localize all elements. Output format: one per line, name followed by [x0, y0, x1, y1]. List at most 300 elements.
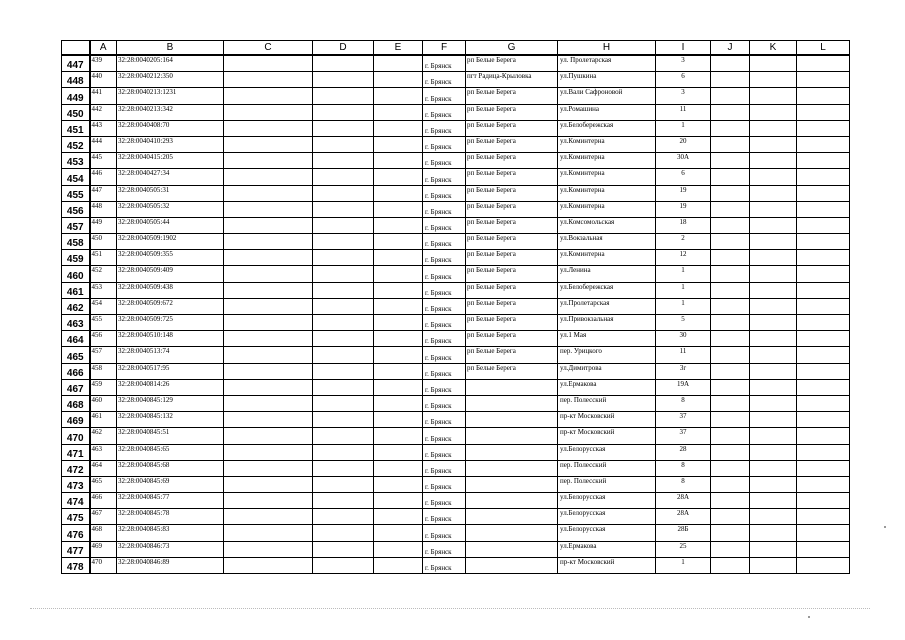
cell-a[interactable]: 447	[90, 185, 117, 201]
cell-g-settlement[interactable]: пгт Радица-Крыловка	[466, 72, 558, 88]
cell-a[interactable]: 455	[90, 315, 117, 331]
row-number[interactable]: 476	[62, 525, 90, 541]
cell-g-settlement[interactable]: рп Белые Берега	[466, 169, 558, 185]
cell-h-street[interactable]: ул.Ленина	[558, 266, 656, 282]
cell-g-settlement[interactable]: рп Белые Берега	[466, 331, 558, 347]
cell-c[interactable]	[224, 460, 313, 476]
row-number[interactable]: 450	[62, 104, 90, 120]
cell-k[interactable]	[750, 282, 797, 298]
cell-i-house-number[interactable]: 11	[656, 347, 711, 363]
cell-a[interactable]: 439	[90, 55, 117, 72]
cell-a[interactable]: 470	[90, 557, 117, 573]
cell-i-house-number[interactable]: 12	[656, 250, 711, 266]
cell-c[interactable]	[224, 55, 313, 72]
cell-d[interactable]	[313, 234, 374, 250]
cell-g-settlement[interactable]: рп Белые Берега	[466, 153, 558, 169]
cell-i-house-number[interactable]: 28А	[656, 509, 711, 525]
cell-e[interactable]	[374, 379, 423, 395]
cell-j[interactable]	[711, 395, 750, 411]
cell-k[interactable]	[750, 250, 797, 266]
cell-h-street[interactable]: ул.Вали Сафроновой	[558, 88, 656, 104]
cell-h-street[interactable]: ул.Белорусская	[558, 509, 656, 525]
cell-f-city[interactable]: г. Брянск	[423, 476, 466, 492]
cell-l[interactable]	[797, 185, 850, 201]
cell-k[interactable]	[750, 509, 797, 525]
cell-j[interactable]	[711, 88, 750, 104]
cell-b-cadastral-number[interactable]: 32:28:0040845:77	[117, 493, 224, 509]
cell-h-street[interactable]: ул.Коминтерна	[558, 201, 656, 217]
cell-l[interactable]	[797, 88, 850, 104]
cell-a[interactable]: 462	[90, 428, 117, 444]
row-number[interactable]: 470	[62, 428, 90, 444]
cell-j[interactable]	[711, 525, 750, 541]
cell-i-house-number[interactable]: 2	[656, 234, 711, 250]
cell-g-settlement[interactable]: рп Белые Берега	[466, 282, 558, 298]
cell-d[interactable]	[313, 509, 374, 525]
cell-k[interactable]	[750, 136, 797, 152]
cell-b-cadastral-number[interactable]: 32:28:0040845:51	[117, 428, 224, 444]
cell-f-city[interactable]: г. Брянск	[423, 104, 466, 120]
cell-f-city[interactable]: г. Брянск	[423, 217, 466, 233]
row-number[interactable]: 458	[62, 234, 90, 250]
cell-g-settlement[interactable]: рп Белые Берега	[466, 347, 558, 363]
cell-c[interactable]	[224, 557, 313, 573]
cell-j[interactable]	[711, 250, 750, 266]
cell-k[interactable]	[750, 88, 797, 104]
cell-c[interactable]	[224, 331, 313, 347]
cell-d[interactable]	[313, 282, 374, 298]
cell-d[interactable]	[313, 428, 374, 444]
cell-f-city[interactable]: г. Брянск	[423, 234, 466, 250]
cell-h-street[interactable]: пр-кт Московский	[558, 557, 656, 573]
cell-l[interactable]	[797, 250, 850, 266]
cell-l[interactable]	[797, 347, 850, 363]
row-number[interactable]: 459	[62, 250, 90, 266]
cell-e[interactable]	[374, 185, 423, 201]
cell-f-city[interactable]: г. Брянск	[423, 509, 466, 525]
cell-c[interactable]	[224, 428, 313, 444]
cell-i-house-number[interactable]: 1	[656, 120, 711, 136]
cell-j[interactable]	[711, 266, 750, 282]
cell-k[interactable]	[750, 120, 797, 136]
cell-d[interactable]	[313, 395, 374, 411]
cell-g-settlement[interactable]	[466, 444, 558, 460]
cell-h-street[interactable]: ул.Коминтерна	[558, 250, 656, 266]
cell-g-settlement[interactable]: рп Белые Берега	[466, 104, 558, 120]
cell-b-cadastral-number[interactable]: 32:28:0040845:78	[117, 509, 224, 525]
cell-h-street[interactable]: пр-кт Московский	[558, 412, 656, 428]
cell-a[interactable]: 452	[90, 266, 117, 282]
cell-a[interactable]: 461	[90, 412, 117, 428]
cell-l[interactable]	[797, 412, 850, 428]
cell-k[interactable]	[750, 412, 797, 428]
cell-k[interactable]	[750, 557, 797, 573]
cell-j[interactable]	[711, 428, 750, 444]
row-number[interactable]: 462	[62, 298, 90, 314]
cell-h-street[interactable]: ул.Коминтерна	[558, 185, 656, 201]
cell-d[interactable]	[313, 315, 374, 331]
cell-c[interactable]	[224, 476, 313, 492]
cell-l[interactable]	[797, 460, 850, 476]
cell-d[interactable]	[313, 379, 374, 395]
cell-l[interactable]	[797, 541, 850, 557]
cell-c[interactable]	[224, 185, 313, 201]
cell-b-cadastral-number[interactable]: 32:28:0040410:293	[117, 136, 224, 152]
cell-k[interactable]	[750, 201, 797, 217]
cell-k[interactable]	[750, 444, 797, 460]
cell-g-settlement[interactable]: рп Белые Берега	[466, 234, 558, 250]
cell-d[interactable]	[313, 525, 374, 541]
cell-d[interactable]	[313, 185, 374, 201]
cell-i-house-number[interactable]: 8	[656, 395, 711, 411]
cell-i-house-number[interactable]: 3	[656, 55, 711, 72]
cell-d[interactable]	[313, 331, 374, 347]
row-number[interactable]: 454	[62, 169, 90, 185]
cell-j[interactable]	[711, 315, 750, 331]
row-number[interactable]: 478	[62, 557, 90, 573]
row-number[interactable]: 475	[62, 509, 90, 525]
cell-j[interactable]	[711, 153, 750, 169]
cell-g-settlement[interactable]: рп Белые Берега	[466, 363, 558, 379]
cell-d[interactable]	[313, 88, 374, 104]
cell-h-street[interactable]: пер. Полесский	[558, 476, 656, 492]
cell-d[interactable]	[313, 153, 374, 169]
cell-e[interactable]	[374, 331, 423, 347]
cell-a[interactable]: 442	[90, 104, 117, 120]
cell-l[interactable]	[797, 55, 850, 72]
cell-j[interactable]	[711, 55, 750, 72]
cell-k[interactable]	[750, 428, 797, 444]
cell-j[interactable]	[711, 282, 750, 298]
cell-j[interactable]	[711, 72, 750, 88]
cell-d[interactable]	[313, 201, 374, 217]
cell-e[interactable]	[374, 557, 423, 573]
row-number[interactable]: 473	[62, 476, 90, 492]
cell-h-street[interactable]: ул.Пушкина	[558, 72, 656, 88]
cell-f-city[interactable]: г. Брянск	[423, 88, 466, 104]
cell-k[interactable]	[750, 72, 797, 88]
row-number[interactable]: 451	[62, 120, 90, 136]
row-number[interactable]: 472	[62, 460, 90, 476]
cell-b-cadastral-number[interactable]: 32:28:0040505:31	[117, 185, 224, 201]
cell-i-house-number[interactable]: 1	[656, 266, 711, 282]
cell-i-house-number[interactable]: 3г	[656, 363, 711, 379]
cell-c[interactable]	[224, 363, 313, 379]
cell-c[interactable]	[224, 201, 313, 217]
cell-l[interactable]	[797, 331, 850, 347]
cell-f-city[interactable]: г. Брянск	[423, 557, 466, 573]
cell-j[interactable]	[711, 185, 750, 201]
cell-e[interactable]	[374, 395, 423, 411]
cell-c[interactable]	[224, 136, 313, 152]
row-number[interactable]: 449	[62, 88, 90, 104]
cell-h-street[interactable]: ул.Ермакова	[558, 379, 656, 395]
cell-e[interactable]	[374, 217, 423, 233]
cell-b-cadastral-number[interactable]: 32:28:0040213:1231	[117, 88, 224, 104]
cell-f-city[interactable]: г. Брянск	[423, 136, 466, 152]
cell-a[interactable]: 449	[90, 217, 117, 233]
cell-g-settlement[interactable]	[466, 509, 558, 525]
cell-j[interactable]	[711, 444, 750, 460]
cell-c[interactable]	[224, 72, 313, 88]
cell-d[interactable]	[313, 266, 374, 282]
cell-k[interactable]	[750, 55, 797, 72]
cell-i-house-number[interactable]: 18	[656, 217, 711, 233]
cell-e[interactable]	[374, 460, 423, 476]
cell-a[interactable]: 468	[90, 525, 117, 541]
cell-j[interactable]	[711, 120, 750, 136]
cell-i-house-number[interactable]: 30	[656, 331, 711, 347]
cell-g-settlement[interactable]: рп Белые Берега	[466, 201, 558, 217]
cell-f-city[interactable]: г. Брянск	[423, 153, 466, 169]
cell-b-cadastral-number[interactable]: 32:28:0040505:32	[117, 201, 224, 217]
cell-h-street[interactable]: ул.Вокзальная	[558, 234, 656, 250]
cell-g-settlement[interactable]: рп Белые Берега	[466, 88, 558, 104]
cell-b-cadastral-number[interactable]: 32:28:0040509:409	[117, 266, 224, 282]
cell-a[interactable]: 448	[90, 201, 117, 217]
cell-e[interactable]	[374, 525, 423, 541]
cell-e[interactable]	[374, 315, 423, 331]
cell-l[interactable]	[797, 136, 850, 152]
cell-d[interactable]	[313, 412, 374, 428]
cell-f-city[interactable]: г. Брянск	[423, 363, 466, 379]
cell-d[interactable]	[313, 250, 374, 266]
cell-b-cadastral-number[interactable]: 32:28:0040509:725	[117, 315, 224, 331]
cell-i-house-number[interactable]: 3	[656, 88, 711, 104]
cell-a[interactable]: 458	[90, 363, 117, 379]
cell-i-house-number[interactable]: 19	[656, 201, 711, 217]
cell-i-house-number[interactable]: 19А	[656, 379, 711, 395]
cell-a[interactable]: 451	[90, 250, 117, 266]
cell-c[interactable]	[224, 347, 313, 363]
cell-g-settlement[interactable]	[466, 476, 558, 492]
cell-c[interactable]	[224, 282, 313, 298]
cell-f-city[interactable]: г. Брянск	[423, 331, 466, 347]
cell-b-cadastral-number[interactable]: 32:28:0040845:68	[117, 460, 224, 476]
cell-d[interactable]	[313, 541, 374, 557]
cell-i-house-number[interactable]: 28	[656, 444, 711, 460]
cell-f-city[interactable]: г. Брянск	[423, 525, 466, 541]
cell-c[interactable]	[224, 412, 313, 428]
cell-i-house-number[interactable]: 28А	[656, 493, 711, 509]
row-number[interactable]: 455	[62, 185, 90, 201]
cell-l[interactable]	[797, 395, 850, 411]
cell-g-settlement[interactable]: рп Белые Берега	[466, 217, 558, 233]
row-number[interactable]: 464	[62, 331, 90, 347]
cell-a[interactable]: 457	[90, 347, 117, 363]
cell-j[interactable]	[711, 298, 750, 314]
cell-l[interactable]	[797, 282, 850, 298]
cell-h-street[interactable]: ул.Пролетарская	[558, 298, 656, 314]
cell-d[interactable]	[313, 363, 374, 379]
row-number[interactable]: 448	[62, 72, 90, 88]
cell-e[interactable]	[374, 201, 423, 217]
cell-g-settlement[interactable]: рп Белые Берега	[466, 55, 558, 72]
cell-g-settlement[interactable]	[466, 557, 558, 573]
cell-b-cadastral-number[interactable]: 32:28:0040845:65	[117, 444, 224, 460]
cell-g-settlement[interactable]: рп Белые Берега	[466, 298, 558, 314]
cell-i-house-number[interactable]: 6	[656, 72, 711, 88]
cell-a[interactable]: 467	[90, 509, 117, 525]
cell-l[interactable]	[797, 234, 850, 250]
cell-g-settlement[interactable]	[466, 395, 558, 411]
row-number[interactable]: 467	[62, 379, 90, 395]
cell-c[interactable]	[224, 234, 313, 250]
cell-e[interactable]	[374, 493, 423, 509]
cell-c[interactable]	[224, 541, 313, 557]
cell-a[interactable]: 445	[90, 153, 117, 169]
cell-e[interactable]	[374, 136, 423, 152]
cell-g-settlement[interactable]	[466, 412, 558, 428]
cell-k[interactable]	[750, 104, 797, 120]
cell-e[interactable]	[374, 444, 423, 460]
cell-a[interactable]: 441	[90, 88, 117, 104]
cell-d[interactable]	[313, 120, 374, 136]
cell-d[interactable]	[313, 444, 374, 460]
cell-b-cadastral-number[interactable]: 32:28:0040814:26	[117, 379, 224, 395]
cell-i-house-number[interactable]: 30А	[656, 153, 711, 169]
cell-g-settlement[interactable]: рп Белые Берега	[466, 120, 558, 136]
row-number[interactable]: 468	[62, 395, 90, 411]
cell-j[interactable]	[711, 557, 750, 573]
cell-j[interactable]	[711, 509, 750, 525]
cell-e[interactable]	[374, 509, 423, 525]
cell-l[interactable]	[797, 120, 850, 136]
cell-l[interactable]	[797, 493, 850, 509]
cell-g-settlement[interactable]: рп Белые Берега	[466, 250, 558, 266]
cell-k[interactable]	[750, 347, 797, 363]
cell-b-cadastral-number[interactable]: 32:28:0040408:70	[117, 120, 224, 136]
cell-a[interactable]: 459	[90, 379, 117, 395]
cell-b-cadastral-number[interactable]: 32:28:0040510:148	[117, 331, 224, 347]
cell-f-city[interactable]: г. Брянск	[423, 282, 466, 298]
cell-e[interactable]	[374, 282, 423, 298]
cell-e[interactable]	[374, 412, 423, 428]
cell-i-house-number[interactable]: 6	[656, 169, 711, 185]
cell-e[interactable]	[374, 234, 423, 250]
cell-e[interactable]	[374, 428, 423, 444]
cell-h-street[interactable]: ул.Коминтерна	[558, 136, 656, 152]
cell-l[interactable]	[797, 428, 850, 444]
cell-c[interactable]	[224, 444, 313, 460]
cell-i-house-number[interactable]: 28Б	[656, 525, 711, 541]
cell-f-city[interactable]: г. Брянск	[423, 444, 466, 460]
cell-c[interactable]	[224, 217, 313, 233]
cell-f-city[interactable]: г. Брянск	[423, 201, 466, 217]
cell-b-cadastral-number[interactable]: 32:28:0040846:89	[117, 557, 224, 573]
cell-h-street[interactable]: ул.Ромашина	[558, 104, 656, 120]
cell-f-city[interactable]: г. Брянск	[423, 72, 466, 88]
row-number[interactable]: 456	[62, 201, 90, 217]
cell-j[interactable]	[711, 169, 750, 185]
cell-f-city[interactable]: г. Брянск	[423, 169, 466, 185]
cell-c[interactable]	[224, 315, 313, 331]
cell-f-city[interactable]: г. Брянск	[423, 315, 466, 331]
cell-h-street[interactable]: ул.Димитрова	[558, 363, 656, 379]
cell-a[interactable]: 440	[90, 72, 117, 88]
cell-a[interactable]: 450	[90, 234, 117, 250]
row-number[interactable]: 447	[62, 55, 90, 72]
cell-c[interactable]	[224, 509, 313, 525]
cell-b-cadastral-number[interactable]: 32:28:0040509:438	[117, 282, 224, 298]
cell-k[interactable]	[750, 379, 797, 395]
cell-a[interactable]: 453	[90, 282, 117, 298]
cell-b-cadastral-number[interactable]: 32:28:0040846:73	[117, 541, 224, 557]
cell-e[interactable]	[374, 55, 423, 72]
cell-c[interactable]	[224, 120, 313, 136]
cell-i-house-number[interactable]: 37	[656, 412, 711, 428]
cell-j[interactable]	[711, 217, 750, 233]
cell-j[interactable]	[711, 379, 750, 395]
cell-a[interactable]: 446	[90, 169, 117, 185]
cell-k[interactable]	[750, 217, 797, 233]
cell-k[interactable]	[750, 298, 797, 314]
row-number[interactable]: 466	[62, 363, 90, 379]
cell-f-city[interactable]: г. Брянск	[423, 379, 466, 395]
cell-c[interactable]	[224, 153, 313, 169]
cell-j[interactable]	[711, 201, 750, 217]
cell-j[interactable]	[711, 541, 750, 557]
cell-e[interactable]	[374, 104, 423, 120]
cell-a[interactable]: 469	[90, 541, 117, 557]
cell-c[interactable]	[224, 250, 313, 266]
cell-f-city[interactable]: г. Брянск	[423, 412, 466, 428]
cell-g-settlement[interactable]	[466, 493, 558, 509]
cell-l[interactable]	[797, 509, 850, 525]
cell-b-cadastral-number[interactable]: 32:28:0040415:205	[117, 153, 224, 169]
cell-d[interactable]	[313, 104, 374, 120]
cell-g-settlement[interactable]	[466, 525, 558, 541]
cell-c[interactable]	[224, 104, 313, 120]
cell-f-city[interactable]: г. Брянск	[423, 395, 466, 411]
cell-b-cadastral-number[interactable]: 32:28:0040205:164	[117, 55, 224, 72]
cell-k[interactable]	[750, 169, 797, 185]
cell-e[interactable]	[374, 266, 423, 282]
cell-j[interactable]	[711, 460, 750, 476]
cell-h-street[interactable]: ул.Белорусская	[558, 493, 656, 509]
cell-g-settlement[interactable]	[466, 460, 558, 476]
cell-d[interactable]	[313, 72, 374, 88]
cell-i-house-number[interactable]: 5	[656, 315, 711, 331]
cell-d[interactable]	[313, 347, 374, 363]
cell-e[interactable]	[374, 347, 423, 363]
cell-g-settlement[interactable]: рп Белые Берега	[466, 266, 558, 282]
cell-b-cadastral-number[interactable]: 32:28:0040845:69	[117, 476, 224, 492]
cell-h-street[interactable]: ул. Пролетарская	[558, 55, 656, 72]
cell-k[interactable]	[750, 266, 797, 282]
cell-f-city[interactable]: г. Брянск	[423, 460, 466, 476]
cell-c[interactable]	[224, 169, 313, 185]
cell-d[interactable]	[313, 493, 374, 509]
cell-k[interactable]	[750, 315, 797, 331]
cell-a[interactable]: 460	[90, 395, 117, 411]
cell-i-house-number[interactable]: 8	[656, 460, 711, 476]
cell-e[interactable]	[374, 250, 423, 266]
cell-l[interactable]	[797, 476, 850, 492]
cell-k[interactable]	[750, 493, 797, 509]
cell-j[interactable]	[711, 476, 750, 492]
cell-k[interactable]	[750, 234, 797, 250]
cell-b-cadastral-number[interactable]: 32:28:0040845:129	[117, 395, 224, 411]
cell-a[interactable]: 464	[90, 460, 117, 476]
cell-h-street[interactable]: пер. Урицкого	[558, 347, 656, 363]
cell-l[interactable]	[797, 557, 850, 573]
cell-a[interactable]: 454	[90, 298, 117, 314]
cell-b-cadastral-number[interactable]: 32:28:0040509:672	[117, 298, 224, 314]
cell-l[interactable]	[797, 298, 850, 314]
cell-b-cadastral-number[interactable]: 32:28:0040509:355	[117, 250, 224, 266]
cell-d[interactable]	[313, 136, 374, 152]
